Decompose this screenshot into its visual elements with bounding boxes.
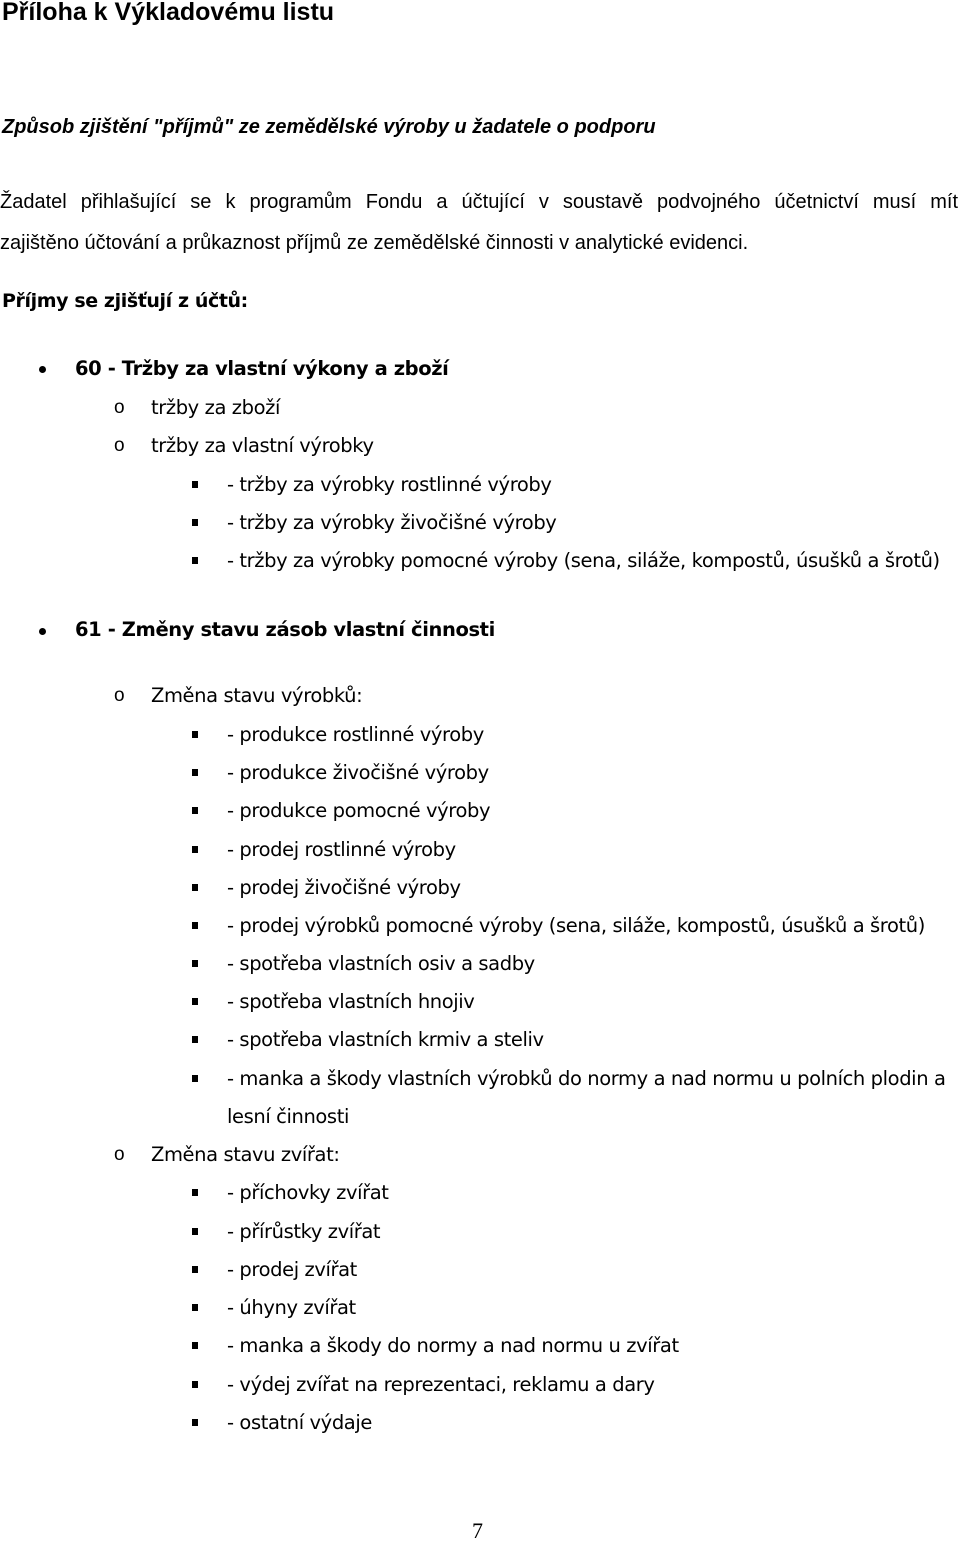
animal-item: - manka a škody do normy a nad normu u zvířat <box>227 1334 679 1357</box>
animal-item: - úhyny zvířat <box>227 1296 356 1319</box>
method-heading: Způsob zjištění "příjmů" ze zemědělské výroby u žadatele o podporu <box>2 116 656 138</box>
animal-item: - prodej zvířat <box>227 1258 357 1281</box>
square-bullet-icon <box>192 1075 198 1082</box>
circle-bullet-icon: o <box>114 397 125 418</box>
square-bullet-icon <box>192 1304 198 1311</box>
square-bullet-icon <box>192 884 198 891</box>
circle-bullet-icon: o <box>114 685 125 706</box>
product-item: - spotřeba vlastních hnojiv <box>227 990 475 1013</box>
page-title: Příloha k Výkladovému listu <box>2 0 335 26</box>
square-bullet-icon <box>192 1381 198 1388</box>
bullet-icon <box>39 628 46 635</box>
square-bullet-icon <box>192 807 198 814</box>
section-60-sub-item: tržby za vlastní výrobky <box>151 434 374 457</box>
square-bullet-icon <box>192 1419 198 1426</box>
square-bullet-icon <box>192 769 198 776</box>
square-bullet-icon <box>192 1036 198 1043</box>
page-number: 7 <box>472 1518 483 1543</box>
bullet-icon <box>39 366 46 373</box>
section-61-label: 61 - Změny stavu zásob vlastní činnosti <box>75 618 495 641</box>
intro-paragraph <box>0 182 958 264</box>
square-bullet-icon <box>192 846 198 853</box>
product-item: - spotřeba vlastních osiv a sadby <box>227 952 535 975</box>
section-60-item: - tržby za výrobky živočišné výroby <box>227 511 557 534</box>
square-bullet-icon <box>192 519 198 526</box>
square-bullet-icon <box>192 557 198 564</box>
animal-item: - přírůstky zvířat <box>227 1220 381 1243</box>
animal-item: - výdej zvířat na reprezentaci, reklamu a dary <box>227 1373 655 1396</box>
intro-line-1: Žadatel přihlašující se k programům Fondu a účtující v soustavě podvojného účetnictví musí mít <box>0 191 958 213</box>
section-60-item: - tržby za výrobky pomocné výroby (sena, siláže, kompostů, úsušků a šrotů) <box>227 549 940 572</box>
product-item: - manka a škody vlastních výrobků do normy a nad normu u polních plodin a <box>227 1067 946 1090</box>
intro-line-2: zajištěno účtování a průkaznost příjmů ze zemědělské činnosti v analytické evidenci. <box>0 232 749 254</box>
square-bullet-icon <box>192 1266 198 1273</box>
square-bullet-icon <box>192 922 198 929</box>
animal-item: - ostatní výdaje <box>227 1411 372 1434</box>
product-item: - prodej výrobků pomocné výroby (sena, siláže, kompostů, úsušků a šrotů) <box>227 914 925 937</box>
square-bullet-icon <box>192 1342 198 1349</box>
animals-label: Změna stavu zvířat: <box>151 1143 340 1166</box>
circle-bullet-icon: o <box>114 1144 125 1165</box>
product-item: - prodej rostlinné výroby <box>227 838 456 861</box>
square-bullet-icon <box>192 960 198 967</box>
income-heading: Příjmy se zjišťují z účtů: <box>2 290 248 312</box>
section-60-label: 60 - Tržby za vlastní výkony a zboží <box>75 357 449 380</box>
product-item: - produkce pomocné výroby <box>227 799 491 822</box>
animal-item: - příchovky zvířat <box>227 1181 389 1204</box>
product-item: - produkce rostlinné výroby <box>227 723 484 746</box>
product-item: - prodej živočišné výroby <box>227 876 461 899</box>
square-bullet-icon <box>192 1189 198 1196</box>
circle-bullet-icon: o <box>114 435 125 456</box>
square-bullet-icon <box>192 731 198 738</box>
square-bullet-icon <box>192 1228 198 1235</box>
square-bullet-icon <box>192 998 198 1005</box>
square-bullet-icon <box>192 481 198 488</box>
products-label: Změna stavu výrobků: <box>151 684 363 707</box>
section-60-sub-item: tržby za zboží <box>151 396 280 419</box>
product-item: - spotřeba vlastních krmiv a steliv <box>227 1028 544 1051</box>
product-item: - produkce živočišné výroby <box>227 761 489 784</box>
section-60-item: - tržby za výrobky rostlinné výroby <box>227 473 552 496</box>
product-item-continuation: lesní činnosti <box>227 1105 349 1128</box>
